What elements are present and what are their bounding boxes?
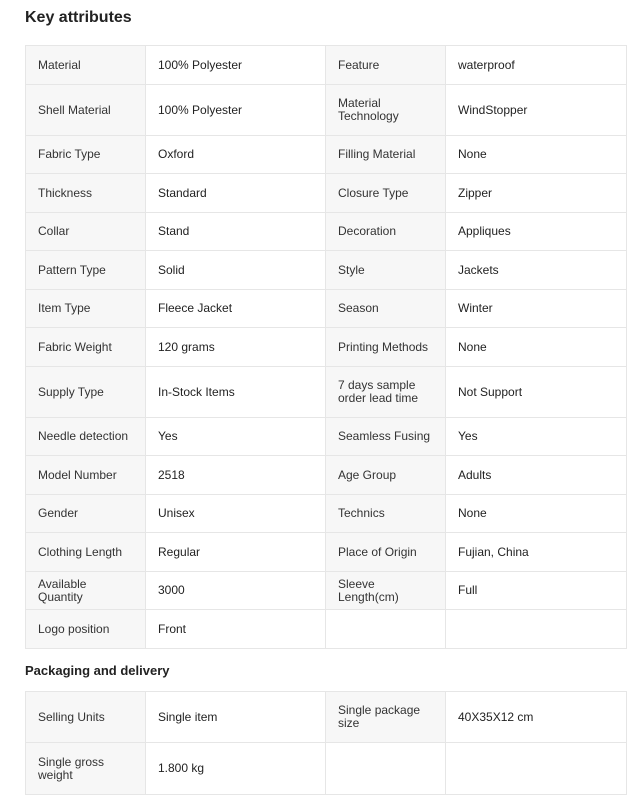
attribute-name: Place of Origin xyxy=(326,533,446,572)
table-row xyxy=(26,692,627,743)
attribute-name: Item Type xyxy=(26,290,146,328)
attribute-name: Selling Units xyxy=(26,692,146,743)
table-row xyxy=(26,572,627,610)
table-row xyxy=(26,46,627,85)
attribute-value: Jackets xyxy=(446,251,627,290)
attribute-value: Yes xyxy=(446,418,627,456)
attribute-name: Seamless Fusing xyxy=(326,418,446,456)
attribute-value: Not Support xyxy=(446,367,627,418)
table-row xyxy=(26,743,627,795)
attribute-value: 40X35X12 cm xyxy=(446,692,627,743)
attribute-name: Available Quantity xyxy=(26,572,146,610)
attribute-name: Material xyxy=(26,46,146,85)
attribute-value: 100% Polyester xyxy=(146,46,326,85)
attribute-value: Unisex xyxy=(146,495,326,533)
empty-cell xyxy=(326,610,446,649)
table-row xyxy=(26,610,627,649)
attribute-name: Logo position xyxy=(26,610,146,649)
attribute-name: Fabric Weight xyxy=(26,328,146,367)
packaging-table xyxy=(25,691,627,795)
attribute-value: Appliques xyxy=(446,213,627,251)
table-row xyxy=(26,418,627,456)
attribute-name: Thickness xyxy=(26,174,146,213)
attribute-value: Adults xyxy=(446,456,627,495)
table-row xyxy=(26,85,627,136)
attribute-name: Gender xyxy=(26,495,146,533)
table-row xyxy=(26,367,627,418)
attribute-value: WindStopper xyxy=(446,85,627,136)
attribute-name: Closure Type xyxy=(326,174,446,213)
attribute-name: Needle detection xyxy=(26,418,146,456)
attribute-name: Single gross weight xyxy=(26,743,146,795)
attribute-name: Pattern Type xyxy=(26,251,146,290)
table-row xyxy=(26,456,627,495)
attribute-value: Winter xyxy=(446,290,627,328)
attribute-value: Fujian, China xyxy=(446,533,627,572)
attribute-value: None xyxy=(446,328,627,367)
table-row xyxy=(26,328,627,367)
table-row xyxy=(26,533,627,572)
attribute-value: waterproof xyxy=(446,46,627,85)
attribute-name: Material Technology xyxy=(326,85,446,136)
attribute-name: 7 days sample order lead time xyxy=(326,367,446,418)
attribute-value: 1.800 kg xyxy=(146,743,326,795)
attribute-value: 100% Polyester xyxy=(146,85,326,136)
attribute-value: Zipper xyxy=(446,174,627,213)
packaging-title: Packaging and delivery xyxy=(25,663,170,678)
attribute-value: 2518 xyxy=(146,456,326,495)
attribute-name: Fabric Type xyxy=(26,136,146,174)
attribute-value: None xyxy=(446,136,627,174)
attribute-name: Collar xyxy=(26,213,146,251)
attribute-name: Season xyxy=(326,290,446,328)
table-row xyxy=(26,174,627,213)
attribute-value: Standard xyxy=(146,174,326,213)
table-row xyxy=(26,495,627,533)
attribute-value: In-Stock Items xyxy=(146,367,326,418)
attribute-value: Oxford xyxy=(146,136,326,174)
table-row xyxy=(26,213,627,251)
attribute-name: Feature xyxy=(326,46,446,85)
attribute-value: 120 grams xyxy=(146,328,326,367)
key-attributes-title: Key attributes xyxy=(25,9,132,26)
attribute-value: None xyxy=(446,495,627,533)
attribute-name: Technics xyxy=(326,495,446,533)
attribute-name: Age Group xyxy=(326,456,446,495)
attribute-value: Full xyxy=(446,572,627,610)
attribute-name: Printing Methods xyxy=(326,328,446,367)
attribute-value: Stand xyxy=(146,213,326,251)
attribute-value: Solid xyxy=(146,251,326,290)
attribute-name: Style xyxy=(326,251,446,290)
attribute-name: Clothing Length xyxy=(26,533,146,572)
attribute-name: Filling Material xyxy=(326,136,446,174)
empty-cell xyxy=(446,743,627,795)
attribute-name: Supply Type xyxy=(26,367,146,418)
attribute-name: Sleeve Length(cm) xyxy=(326,572,446,610)
attribute-value: Yes xyxy=(146,418,326,456)
attribute-value: Fleece Jacket xyxy=(146,290,326,328)
attribute-name: Model Number xyxy=(26,456,146,495)
attribute-name: Single package size xyxy=(326,692,446,743)
attribute-value: Regular xyxy=(146,533,326,572)
key-attributes-table xyxy=(25,45,627,649)
empty-cell xyxy=(446,610,627,649)
table-row xyxy=(26,136,627,174)
empty-cell xyxy=(326,743,446,795)
table-row xyxy=(26,290,627,328)
table-row xyxy=(26,251,627,290)
attribute-name: Shell Material xyxy=(26,85,146,136)
attribute-value: Single item xyxy=(146,692,326,743)
attribute-name: Decoration xyxy=(326,213,446,251)
attribute-value: 3000 xyxy=(146,572,326,610)
attribute-value: Front xyxy=(146,610,326,649)
